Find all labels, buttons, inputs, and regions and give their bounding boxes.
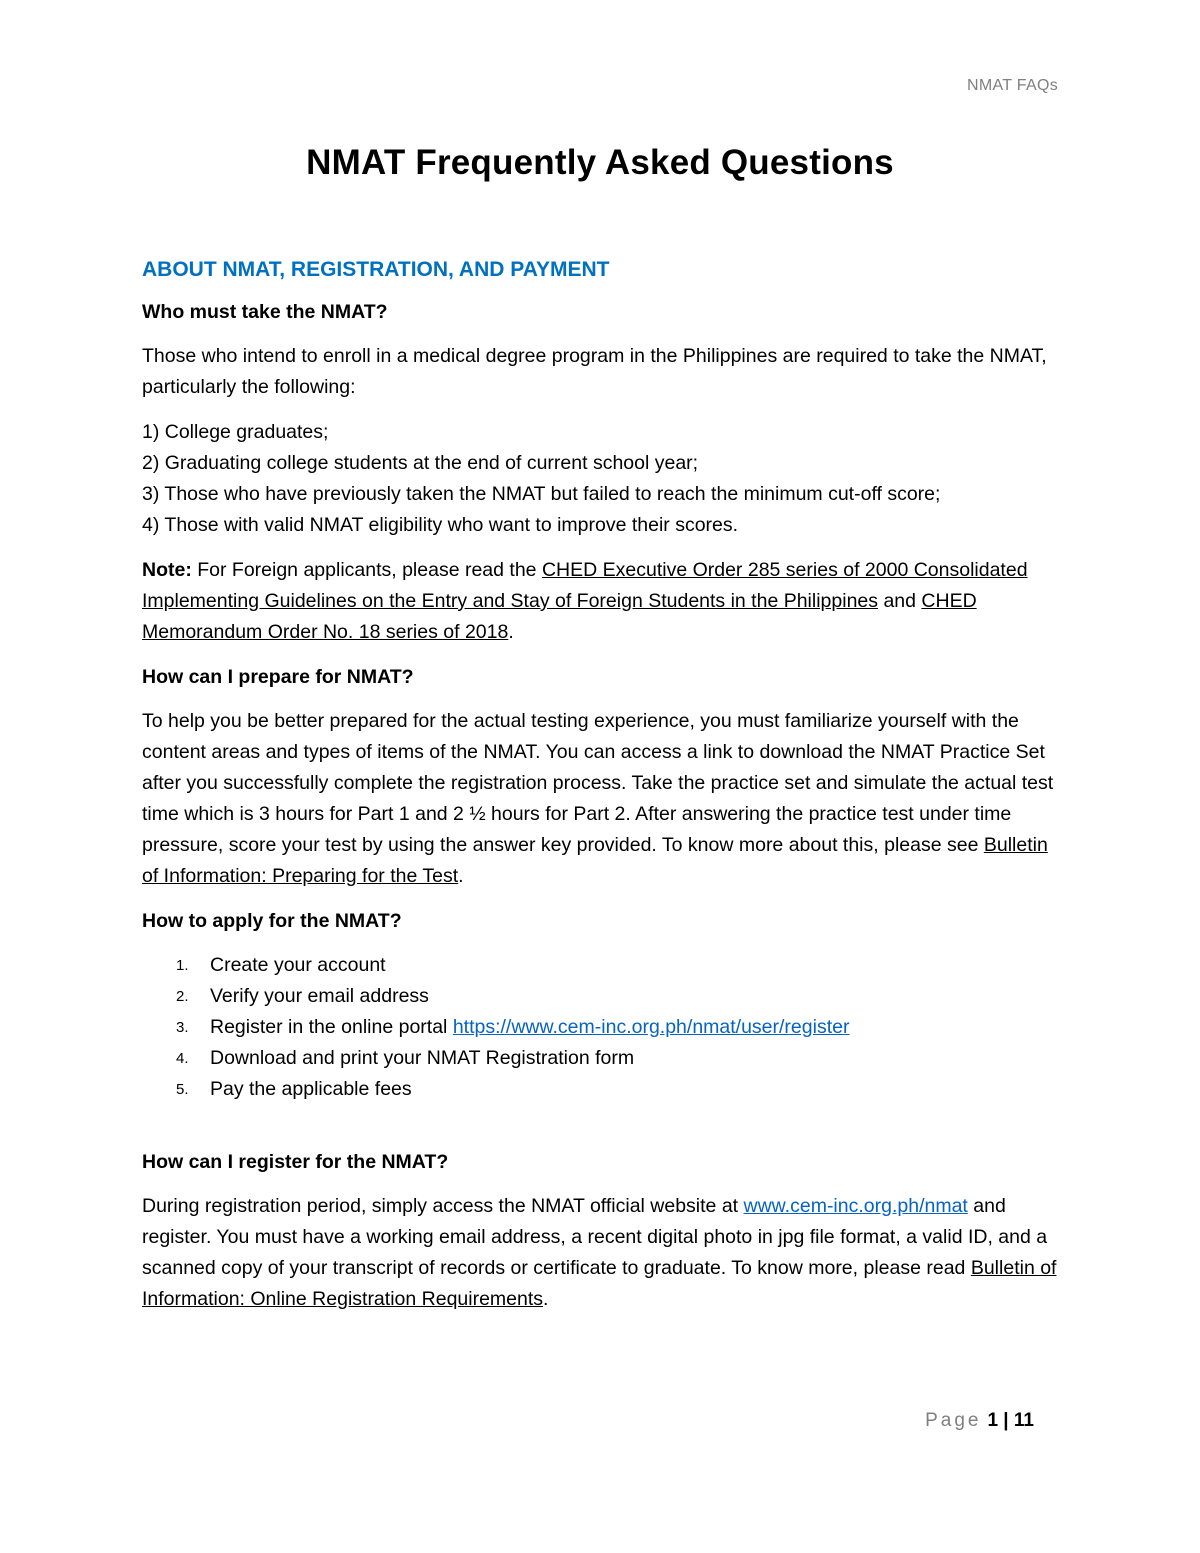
step-item: [142, 1043, 1062, 1074]
list-item: 3) Those who have previously taken the NMAT but failed to reach the minimum cut-off score;: [142, 483, 941, 505]
page-separator: |: [998, 1410, 1014, 1431]
list-item: 4) Those with valid NMAT eligibility who want to improve their scores.: [142, 514, 739, 536]
step-item: [142, 950, 1062, 981]
list-item: 2) Graduating college students at the end of current school year;: [142, 452, 699, 474]
step-number: 4.: [176, 1050, 189, 1067]
note-end: .: [508, 621, 514, 643]
answer-who-must-take: Those who intend to enroll in a medical degree program in the Philippines are required to take the NMAT, particularly the following:: [142, 345, 1047, 398]
step-text: Pay the applicable fees: [210, 1078, 412, 1100]
step-number: 1.: [176, 957, 189, 974]
answer-how-prepare: [142, 706, 1062, 892]
answer-text: To help you be better prepared for the actual testing experience, you must familiarize yourself with the content areas and types of items of the NMAT. You can access a link to download the NMAT Practice Set after you successfully complete the registration process. Take the practice set and simulate the actual test time which is 3 hours for Part 1 and 2 ½ hours for Part 2. After answering the practice test under time pressure, score your test by using the answer key provided. To know more about this, please see: [142, 710, 1054, 856]
note-text: For Foreign applicants, please read the: [191, 559, 542, 581]
ched-executive-order-link[interactable]: CHED Executive Order 285 series of 2000 Consolidated Implementing Guidelines on the Entry and Stay of Foreign Students in the Philippines: [142, 559, 1028, 612]
page-title: NMAT Frequently Asked Questions: [306, 143, 894, 182]
step-text: Register in the online portal: [210, 1016, 453, 1038]
question-how-register: How can I register for the NMAT?: [142, 1151, 449, 1173]
section-heading: ABOUT NMAT, REGISTRATION, AND PAYMENT: [142, 258, 610, 281]
eligibility-list: [142, 417, 1062, 541]
step-text: Download and print your NMAT Registration form: [210, 1047, 635, 1069]
step-item: [142, 1012, 1062, 1043]
step-text: Verify your email address: [210, 985, 429, 1007]
answer-text: During registration period, simply access the NMAT official website at: [142, 1195, 744, 1217]
page-footer: [925, 1410, 1034, 1432]
page-word: Page: [925, 1410, 982, 1431]
register-portal-link[interactable]: https://www.cem-inc.org.ph/nmat/user/register: [452, 1016, 850, 1038]
step-item: [142, 981, 1062, 1012]
step-item: [142, 1074, 1062, 1105]
nmat-website-link[interactable]: www.cem-inc.org.ph/nmat: [743, 1195, 968, 1217]
note-label: Note:: [142, 559, 192, 581]
application-steps: [142, 950, 1062, 1105]
registration-bulletin-link[interactable]: Bulletin of Information: Online Registration Requirements: [142, 1257, 1057, 1310]
list-item: 1) College graduates;: [142, 421, 329, 443]
step-text: Create your account: [210, 954, 386, 976]
answer-how-register: [142, 1191, 1062, 1315]
preparing-bulletin-link[interactable]: Bulletin of Information: Preparing for the Test: [142, 834, 1048, 887]
step-number: 2.: [176, 988, 189, 1005]
step-number: 5.: [176, 1081, 189, 1098]
question-how-prepare: How can I prepare for NMAT?: [142, 666, 414, 688]
ched-memorandum-link[interactable]: CHED Memorandum Order No. 18 series of 2018: [142, 590, 977, 643]
question-who-must-take: Who must take the NMAT?: [142, 301, 388, 323]
answer-end: .: [543, 1288, 549, 1310]
answer-text: and register. You must have a working email address, a recent digital photo in jpg file format, a valid ID, and a scanned copy of your transcript of records or certificate to graduate. To know more, please read: [142, 1195, 1048, 1279]
question-how-apply: How to apply for the NMAT?: [142, 910, 402, 932]
page-current: 1: [987, 1410, 999, 1431]
page-total: 11: [1013, 1410, 1034, 1431]
foreign-applicant-note: [142, 555, 1062, 648]
note-and: and: [878, 590, 922, 612]
step-number: 3.: [176, 1019, 189, 1036]
running-header: NMAT FAQs: [966, 77, 1058, 94]
document-body: [142, 255, 1062, 1329]
answer-end: .: [458, 865, 464, 887]
